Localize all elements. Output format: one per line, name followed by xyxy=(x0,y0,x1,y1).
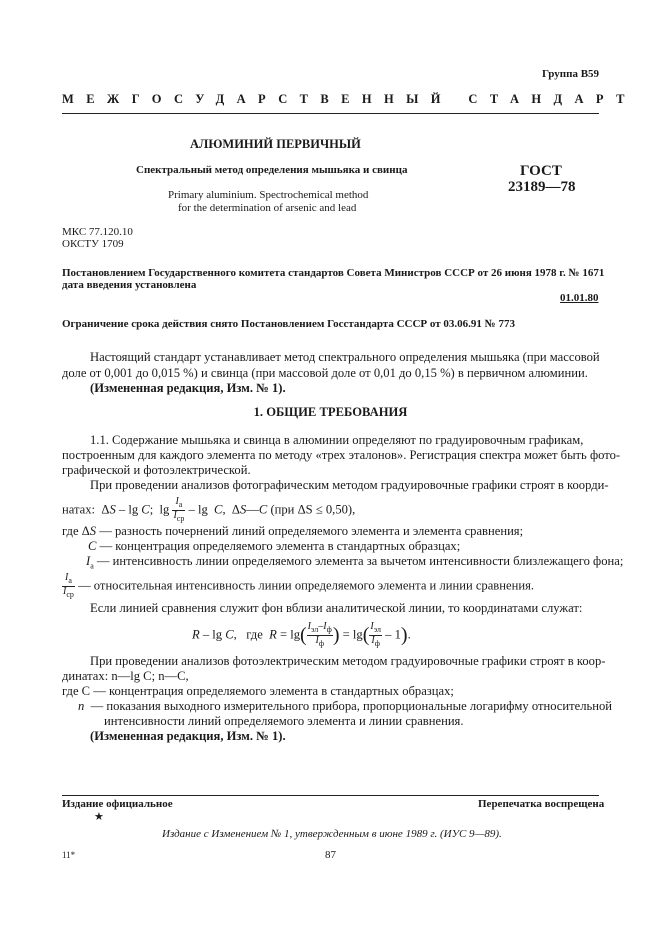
footer-rule xyxy=(62,795,599,796)
definition-c: C — концентрация определяемого элемента в стандартных образцах; xyxy=(88,539,461,553)
p1-line-3: графической и фотоэлектрической. xyxy=(62,463,251,477)
intensity-ratio-fraction: $\frac{I_а}{I_{ср}}$ xyxy=(173,496,185,523)
intro-line-2: доле от 0,001 до 0,015 %) и свинца (при массовой доле от 0,01 до 0,15 %) в первичном алюминии. xyxy=(62,366,588,380)
coordinates-formula: натах: ΔS – lg C; lg $\frac{I_а}{I_{ср}}$ – lg C, ΔS—C (при ΔS ≤ 0,50), xyxy=(62,496,356,523)
p1-line-1: 1.1. Содержание мышьяка и свинца в алюминии определяют по градуировочным графикам, xyxy=(90,433,584,447)
header-rule xyxy=(62,113,599,114)
page-number: 87 xyxy=(325,849,336,861)
definition2-n: n — показания выходного измерительного прибора, пропорциональные логарифму относительной xyxy=(78,699,613,713)
gost-label: ГОСТ xyxy=(520,163,562,179)
mks-code: МКС 77.120.10 xyxy=(62,226,133,238)
official-edition: Издание официальное xyxy=(62,798,173,810)
group-code: Группа В59 xyxy=(542,68,600,80)
section-edit-note: (Измененная редакция, Изм. № 1). xyxy=(90,729,286,743)
intro-line-1: Настоящий стандарт устанавливает метод спектрального определения мышьяка (при массовой xyxy=(90,350,600,364)
limit-text: Ограничение срока действия снято Постановлением Госстандарта СССР от 03.06.91 № 773 xyxy=(62,318,515,330)
p2-line-1: При проведении анализов фотографическим методом градуировочные графики строят в коорди- xyxy=(90,478,609,492)
document-title: АЛЮМИНИЙ ПЕРВИЧНЫЙ xyxy=(190,137,361,151)
gost-number: 23189—78 xyxy=(508,179,576,195)
definition-ratio: $\frac{I_а}{I_{ср}}$ — относительная интенсивность линии определяемого элемента и линии сравнения. xyxy=(63,572,535,599)
definition2-n-cont: интенсивности линий определяемого элемента и линии сравнения. xyxy=(104,714,464,728)
decree-text: Постановлением Государственного комитета стандартов Совета Министров СССР от 26 июня 1978 г. № 1671 xyxy=(62,267,605,279)
document-subtitle: Спектральный метод определения мышьяка и свинца xyxy=(136,164,408,176)
p3-text: Если линией сравнения служит фон вблизи аналитической линии, то координатами служат: xyxy=(90,601,583,615)
standard-banner: МЕЖГОСУДАРСТВЕННЫЙ СТАНДАРТ xyxy=(62,92,637,106)
section-heading: 1. ОБЩИЕ ТРЕБОВАНИЯ xyxy=(253,405,408,419)
decree-date: 01.01.80 xyxy=(560,292,599,304)
definition-ia: $I_а$ — интенсивность линии определяемого элемента за вычетом интенсивности близлежащего фона; xyxy=(86,554,624,571)
intro-edit-note: (Измененная редакция, Изм. № 1). xyxy=(90,381,286,395)
p1-line-2: построенным для каждого элемента по методу «трех эталонов». Регистрация спектра может быть фото- xyxy=(62,448,621,462)
sheet-mark: 11* xyxy=(62,850,76,860)
p4-line-2: динатах: n—lg C; n—C, xyxy=(62,669,189,683)
english-title-line2: for the determination of arsenic and lead xyxy=(178,202,357,214)
decree-date-label: дата введения установлена xyxy=(62,279,197,291)
p4-line-1: При проведении анализов фотоэлектрическим методом градуировочные графики строят в коор- xyxy=(90,654,606,668)
okstu-code: ОКСТУ 1709 xyxy=(62,238,124,250)
star-mark: ★ xyxy=(94,811,104,823)
definition2-c: где C — концентрация определяемого элемента в стандартных образцах; xyxy=(62,684,454,698)
english-title-line1: Primary aluminium. Spectrochemical method xyxy=(168,189,369,201)
definition-delta-s: где ΔS — разность почернений линий определяемого элемента и элемента сравнения; xyxy=(62,524,524,538)
r-formula: R – lg C, где R = lg( $\frac{I_{эл}-I_ф}{I_ф}$ ) = lg( $\frac{I_{эл}}{I_ф}$ – 1). xyxy=(192,621,411,648)
reprint-prohibited: Перепечатка воспрещена xyxy=(478,798,605,810)
change-note: Издание с Изменением № 1, утвержденным в июне 1989 г. (ИУС 9—89). xyxy=(162,828,502,840)
